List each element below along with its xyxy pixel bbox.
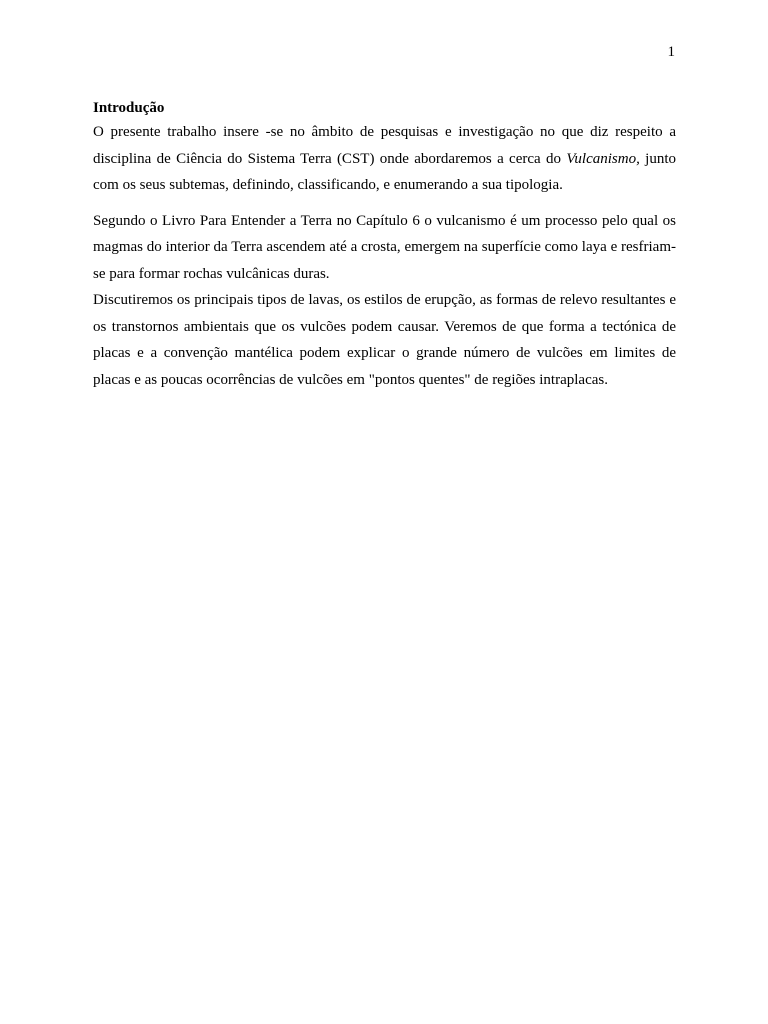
paragraph-intro-text-start: O presente trabalho insere -se no âmbito de pesquisas e investigação no que diz respeito a disciplina de Ciência do Sistema Terra (CST) onde abordaremos a cerca do [93, 124, 676, 167]
paragraph-discussion: Discutiremos os principais tipos de lavas, os estilos de erupção, as formas de relevo resultantes e os transtornos ambientais que os vulcões podem causar. Veremos de que forma a tectónica de placas e a convenção mantélica podem explicar o grande número de vulcões em limites de placas e as poucas ocorrências de vulcões em "pontos quentes" de regiões intraplacas. [93, 292, 676, 388]
paragraph-intro [93, 119, 676, 199]
document-body [93, 97, 676, 393]
emphasized-term: Vulcanismo, [566, 150, 640, 167]
page-number: 1 [667, 44, 675, 60]
section-heading: Introdução [93, 100, 165, 116]
paragraph-intro-text-end: junto com os seus subtemas, definindo, classificando, e enumerando a sua tipologia. [93, 150, 676, 193]
paragraph-definition: Segundo o Livro Para Entender a Terra no Capítulo 6 o vulcanismo é um processo pelo qual os magmas do interior da Terra ascendem até a crosta, emergem na superfície como laya e resfriam-se para formar rochas vulcânicas duras. [93, 212, 676, 282]
